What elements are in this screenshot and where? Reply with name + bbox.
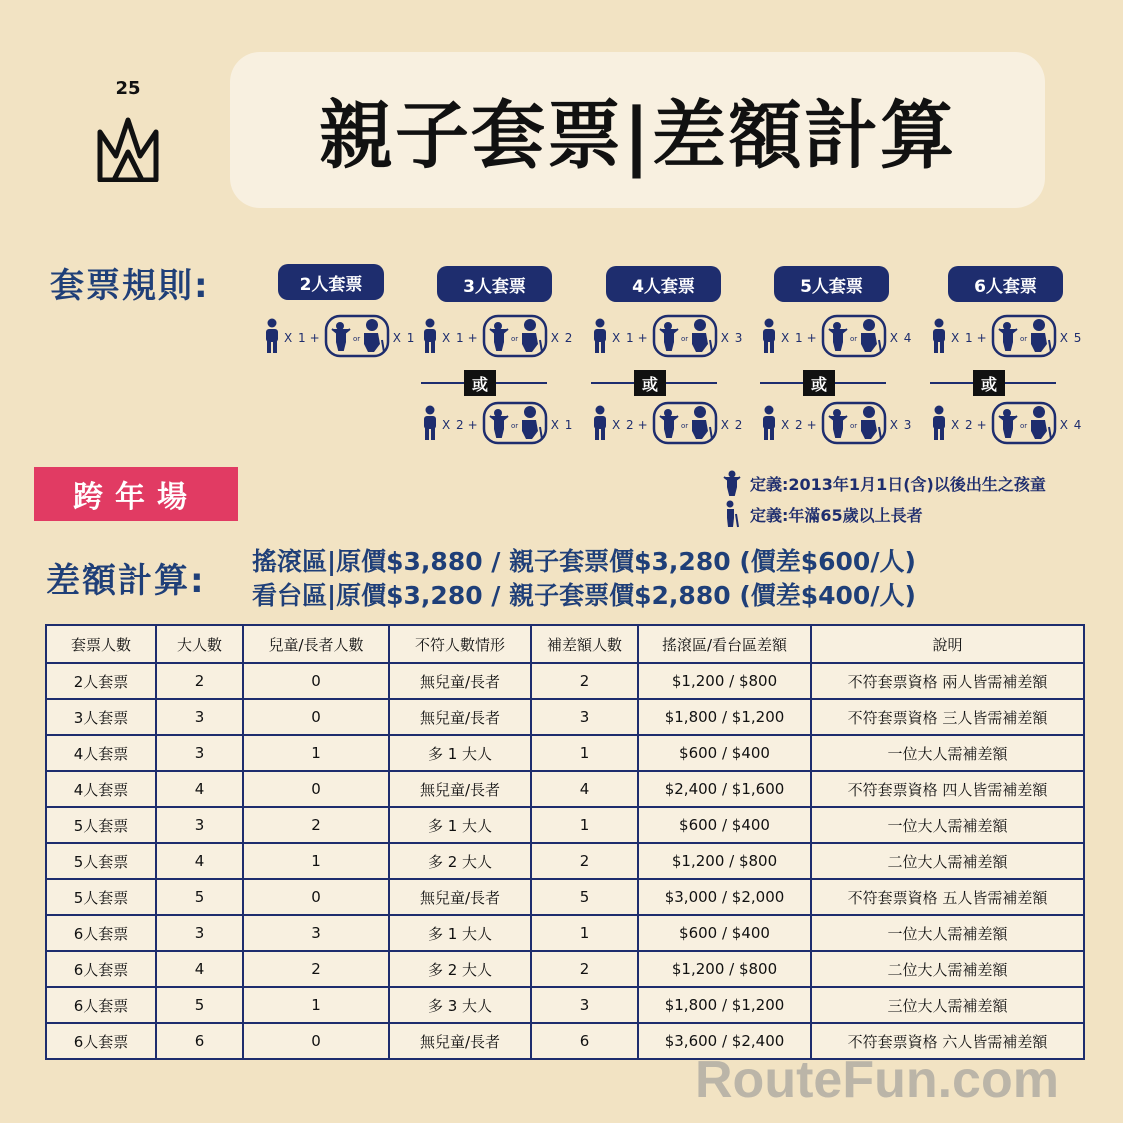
column-header: 兒童/長者人數 xyxy=(243,625,389,663)
table-cell: 1 xyxy=(243,735,389,771)
table-cell: 多 1 大人 xyxy=(389,915,531,951)
package-combo-1 xyxy=(263,313,415,363)
adult-count: X 1 xyxy=(442,331,465,345)
adult-icon xyxy=(421,405,439,445)
svg-text:or: or xyxy=(680,335,688,343)
child-count: X 4 xyxy=(889,331,913,345)
column-header: 大人數 xyxy=(156,625,243,663)
adult-icon xyxy=(930,318,948,358)
table-cell: 6人套票 xyxy=(46,987,156,1023)
plus-sign: + xyxy=(467,418,479,432)
child-icon xyxy=(722,470,742,496)
column-header: 補差額人數 xyxy=(531,625,638,663)
table-cell: 4人套票 xyxy=(46,771,156,807)
column-header: 說明 xyxy=(811,625,1084,663)
table-cell: 3 xyxy=(156,699,243,735)
table-cell: 6人套票 xyxy=(46,951,156,987)
child-or-senior-icon xyxy=(991,401,1057,449)
table-cell: 2 xyxy=(531,663,638,699)
table-cell: 2 xyxy=(243,951,389,987)
table-body xyxy=(46,663,1084,1059)
child-count: X 5 xyxy=(1059,331,1083,345)
column-header: 套票人數 xyxy=(46,625,156,663)
table-cell: $2,400 / $1,600 xyxy=(638,771,811,807)
child-count: X 3 xyxy=(889,418,913,432)
package-combo-1 xyxy=(930,313,1082,363)
plus-sign: + xyxy=(309,331,321,345)
table-cell: 多 1 大人 xyxy=(389,807,531,843)
or-badge: 或 xyxy=(973,370,1005,396)
package-combo-1 xyxy=(760,313,912,363)
adult-count: X 2 xyxy=(951,418,974,432)
child-or-senior-icon xyxy=(482,401,548,449)
table-cell: 多 3 大人 xyxy=(389,987,531,1023)
child-count: X 2 xyxy=(720,418,744,432)
table-cell: 5人套票 xyxy=(46,879,156,915)
table-cell: 0 xyxy=(243,879,389,915)
or-badge: 或 xyxy=(464,370,496,396)
rules-label: 套票規則: xyxy=(50,266,210,306)
adult-icon xyxy=(421,318,439,358)
table-cell: $1,200 / $800 xyxy=(638,843,811,879)
table-cell: 一位大人需補差額 xyxy=(811,735,1084,771)
table-row xyxy=(46,771,1084,807)
table-row xyxy=(46,879,1084,915)
adult-icon xyxy=(760,405,778,445)
table-cell: 4 xyxy=(156,951,243,987)
package-pill: 6人套票 xyxy=(948,266,1063,302)
child-or-senior-icon xyxy=(991,314,1057,362)
package-pill: 3人套票 xyxy=(437,266,552,302)
adult-icon xyxy=(930,405,948,445)
plus-sign: + xyxy=(806,418,818,432)
adult-count: X 2 xyxy=(781,418,804,432)
table-cell: 0 xyxy=(243,699,389,735)
table-cell: 2 xyxy=(531,843,638,879)
package-combo-2 xyxy=(421,400,573,450)
table-cell: 3 xyxy=(531,699,638,735)
watermark: RouteFun.com xyxy=(695,1051,1059,1109)
svg-text:or: or xyxy=(849,422,857,430)
difference-table xyxy=(45,624,1085,1060)
table-row xyxy=(46,915,1084,951)
adult-count: X 2 xyxy=(442,418,465,432)
child-count: X 4 xyxy=(1059,418,1083,432)
table-cell: 4 xyxy=(531,771,638,807)
child-count: X 1 xyxy=(392,331,416,345)
adult-count: X 1 xyxy=(284,331,307,345)
table-cell: $1,200 / $800 xyxy=(638,951,811,987)
table-cell: 2人套票 xyxy=(46,663,156,699)
table-cell: 0 xyxy=(243,771,389,807)
table-cell: 二位大人需補差額 xyxy=(811,951,1084,987)
table-cell: 6 xyxy=(156,1023,243,1059)
table-cell: $3,600 / $2,400 xyxy=(638,1023,811,1059)
table-cell: 不符套票資格 四人皆需補差額 xyxy=(811,771,1084,807)
plus-sign: + xyxy=(637,331,649,345)
table-cell: 不符套票資格 三人皆需補差額 xyxy=(811,699,1084,735)
table-cell: 4 xyxy=(156,771,243,807)
adult-icon xyxy=(591,405,609,445)
plus-sign: + xyxy=(467,331,479,345)
child-count: X 2 xyxy=(550,331,574,345)
svg-text:or: or xyxy=(1019,422,1027,430)
adult-count: X 2 xyxy=(612,418,635,432)
plus-sign: + xyxy=(637,418,649,432)
table-cell: 一位大人需補差額 xyxy=(811,915,1084,951)
plus-sign: + xyxy=(976,331,988,345)
table-cell: 1 xyxy=(243,987,389,1023)
table-cell: 無兒童/長者 xyxy=(389,771,531,807)
table-cell: 3 xyxy=(156,807,243,843)
table-cell: 4人套票 xyxy=(46,735,156,771)
table-cell: 1 xyxy=(531,915,638,951)
or-badge: 或 xyxy=(634,370,666,396)
table-cell: 3 xyxy=(156,915,243,951)
table-cell: 4 xyxy=(156,843,243,879)
package-combo-2 xyxy=(760,400,912,450)
table-cell: 5 xyxy=(156,987,243,1023)
child-definition xyxy=(722,470,1046,496)
table-cell: 6人套票 xyxy=(46,1023,156,1059)
table-row xyxy=(46,735,1084,771)
package-pill: 2人套票 xyxy=(278,264,384,300)
rock-zone-price: 搖滾區|原價$3,880 / 親子套票價$3,280 (價差$600/人) xyxy=(252,547,916,576)
table-row xyxy=(46,987,1084,1023)
logo-number: 25 xyxy=(115,78,141,99)
table-cell: $1,200 / $800 xyxy=(638,663,811,699)
table-cell: 多 1 大人 xyxy=(389,735,531,771)
table-row xyxy=(46,807,1084,843)
page-title: 親子套票|差額計算 xyxy=(318,93,957,179)
table-cell: 三位大人需補差額 xyxy=(811,987,1084,1023)
table-row xyxy=(46,843,1084,879)
svg-text:or: or xyxy=(849,335,857,343)
table-cell: 一位大人需補差額 xyxy=(811,807,1084,843)
title-box xyxy=(230,52,1045,208)
table-cell: 1 xyxy=(531,807,638,843)
adult-icon xyxy=(760,318,778,358)
table-cell: 2 xyxy=(156,663,243,699)
child-count: X 1 xyxy=(550,418,574,432)
table-cell: 無兒童/長者 xyxy=(389,663,531,699)
child-or-senior-icon xyxy=(652,401,718,449)
package-combo-2 xyxy=(930,400,1082,450)
table-cell: 0 xyxy=(243,1023,389,1059)
table-cell: 無兒童/長者 xyxy=(389,699,531,735)
table-cell: 6 xyxy=(531,1023,638,1059)
table-cell: 不符套票資格 兩人皆需補差額 xyxy=(811,663,1084,699)
senior-icon xyxy=(722,500,742,528)
table-cell: $600 / $400 xyxy=(638,807,811,843)
svg-text:or: or xyxy=(352,335,360,343)
table-cell: 1 xyxy=(531,735,638,771)
svg-text:or: or xyxy=(510,422,518,430)
table-cell: 5 xyxy=(156,879,243,915)
adult-count: X 1 xyxy=(951,331,974,345)
table-cell: 5人套票 xyxy=(46,843,156,879)
diff-label: 差額計算: xyxy=(46,561,206,601)
table-row xyxy=(46,951,1084,987)
table-cell: 6人套票 xyxy=(46,915,156,951)
table-cell: 3人套票 xyxy=(46,699,156,735)
table-cell: 無兒童/長者 xyxy=(389,879,531,915)
table-cell: $600 / $400 xyxy=(638,915,811,951)
adult-icon xyxy=(263,318,281,358)
senior-definition xyxy=(722,500,923,528)
senior-definition-text: 定義:年滿65歲以上長者 xyxy=(750,505,923,525)
child-or-senior-icon xyxy=(821,401,887,449)
adult-count: X 1 xyxy=(781,331,804,345)
child-or-senior-icon xyxy=(652,314,718,362)
table-cell: 3 xyxy=(243,915,389,951)
table-cell: 二位大人需補差額 xyxy=(811,843,1084,879)
table-header-row xyxy=(46,625,1084,663)
plus-sign: + xyxy=(806,331,818,345)
table-cell: 2 xyxy=(531,951,638,987)
event-badge: 跨年場 xyxy=(34,467,238,521)
table-cell: 不符套票資格 六人皆需補差額 xyxy=(811,1023,1084,1059)
table-cell: $600 / $400 xyxy=(638,735,811,771)
child-count: X 3 xyxy=(720,331,744,345)
table-cell: 0 xyxy=(243,663,389,699)
table-cell: 多 2 大人 xyxy=(389,951,531,987)
svg-text:or: or xyxy=(510,335,518,343)
svg-text:or: or xyxy=(680,422,688,430)
plus-sign: + xyxy=(976,418,988,432)
crown-logo-icon xyxy=(96,112,160,182)
table-cell: $1,800 / $1,200 xyxy=(638,987,811,1023)
child-or-senior-icon xyxy=(324,314,390,362)
or-badge: 或 xyxy=(803,370,835,396)
table-cell: $3,000 / $2,000 xyxy=(638,879,811,915)
table-cell: 5人套票 xyxy=(46,807,156,843)
table-cell: 3 xyxy=(156,735,243,771)
package-pill: 5人套票 xyxy=(774,266,889,302)
column-header: 不符人數情形 xyxy=(389,625,531,663)
table-cell: 多 2 大人 xyxy=(389,843,531,879)
adult-count: X 1 xyxy=(612,331,635,345)
package-combo-1 xyxy=(421,313,573,363)
table-row xyxy=(46,699,1084,735)
logo xyxy=(92,72,164,190)
table-row xyxy=(46,663,1084,699)
table-cell: $1,800 / $1,200 xyxy=(638,699,811,735)
table-cell: 1 xyxy=(243,843,389,879)
stand-zone-price: 看台區|原價$3,280 / 親子套票價$2,880 (價差$400/人) xyxy=(252,581,916,610)
adult-icon xyxy=(591,318,609,358)
package-combo-1 xyxy=(591,313,743,363)
package-pill: 4人套票 xyxy=(606,266,721,302)
package-combo-2 xyxy=(591,400,743,450)
child-or-senior-icon xyxy=(482,314,548,362)
table-cell: 5 xyxy=(531,879,638,915)
column-header: 搖滾區/看台區差額 xyxy=(638,625,811,663)
svg-text:or: or xyxy=(1019,335,1027,343)
table-cell: 2 xyxy=(243,807,389,843)
child-definition-text: 定義:2013年1月1日(含)以後出生之孩童 xyxy=(750,474,1046,494)
table-cell: 3 xyxy=(531,987,638,1023)
table-cell: 不符套票資格 五人皆需補差額 xyxy=(811,879,1084,915)
table-cell: 無兒童/長者 xyxy=(389,1023,531,1059)
child-or-senior-icon xyxy=(821,314,887,362)
